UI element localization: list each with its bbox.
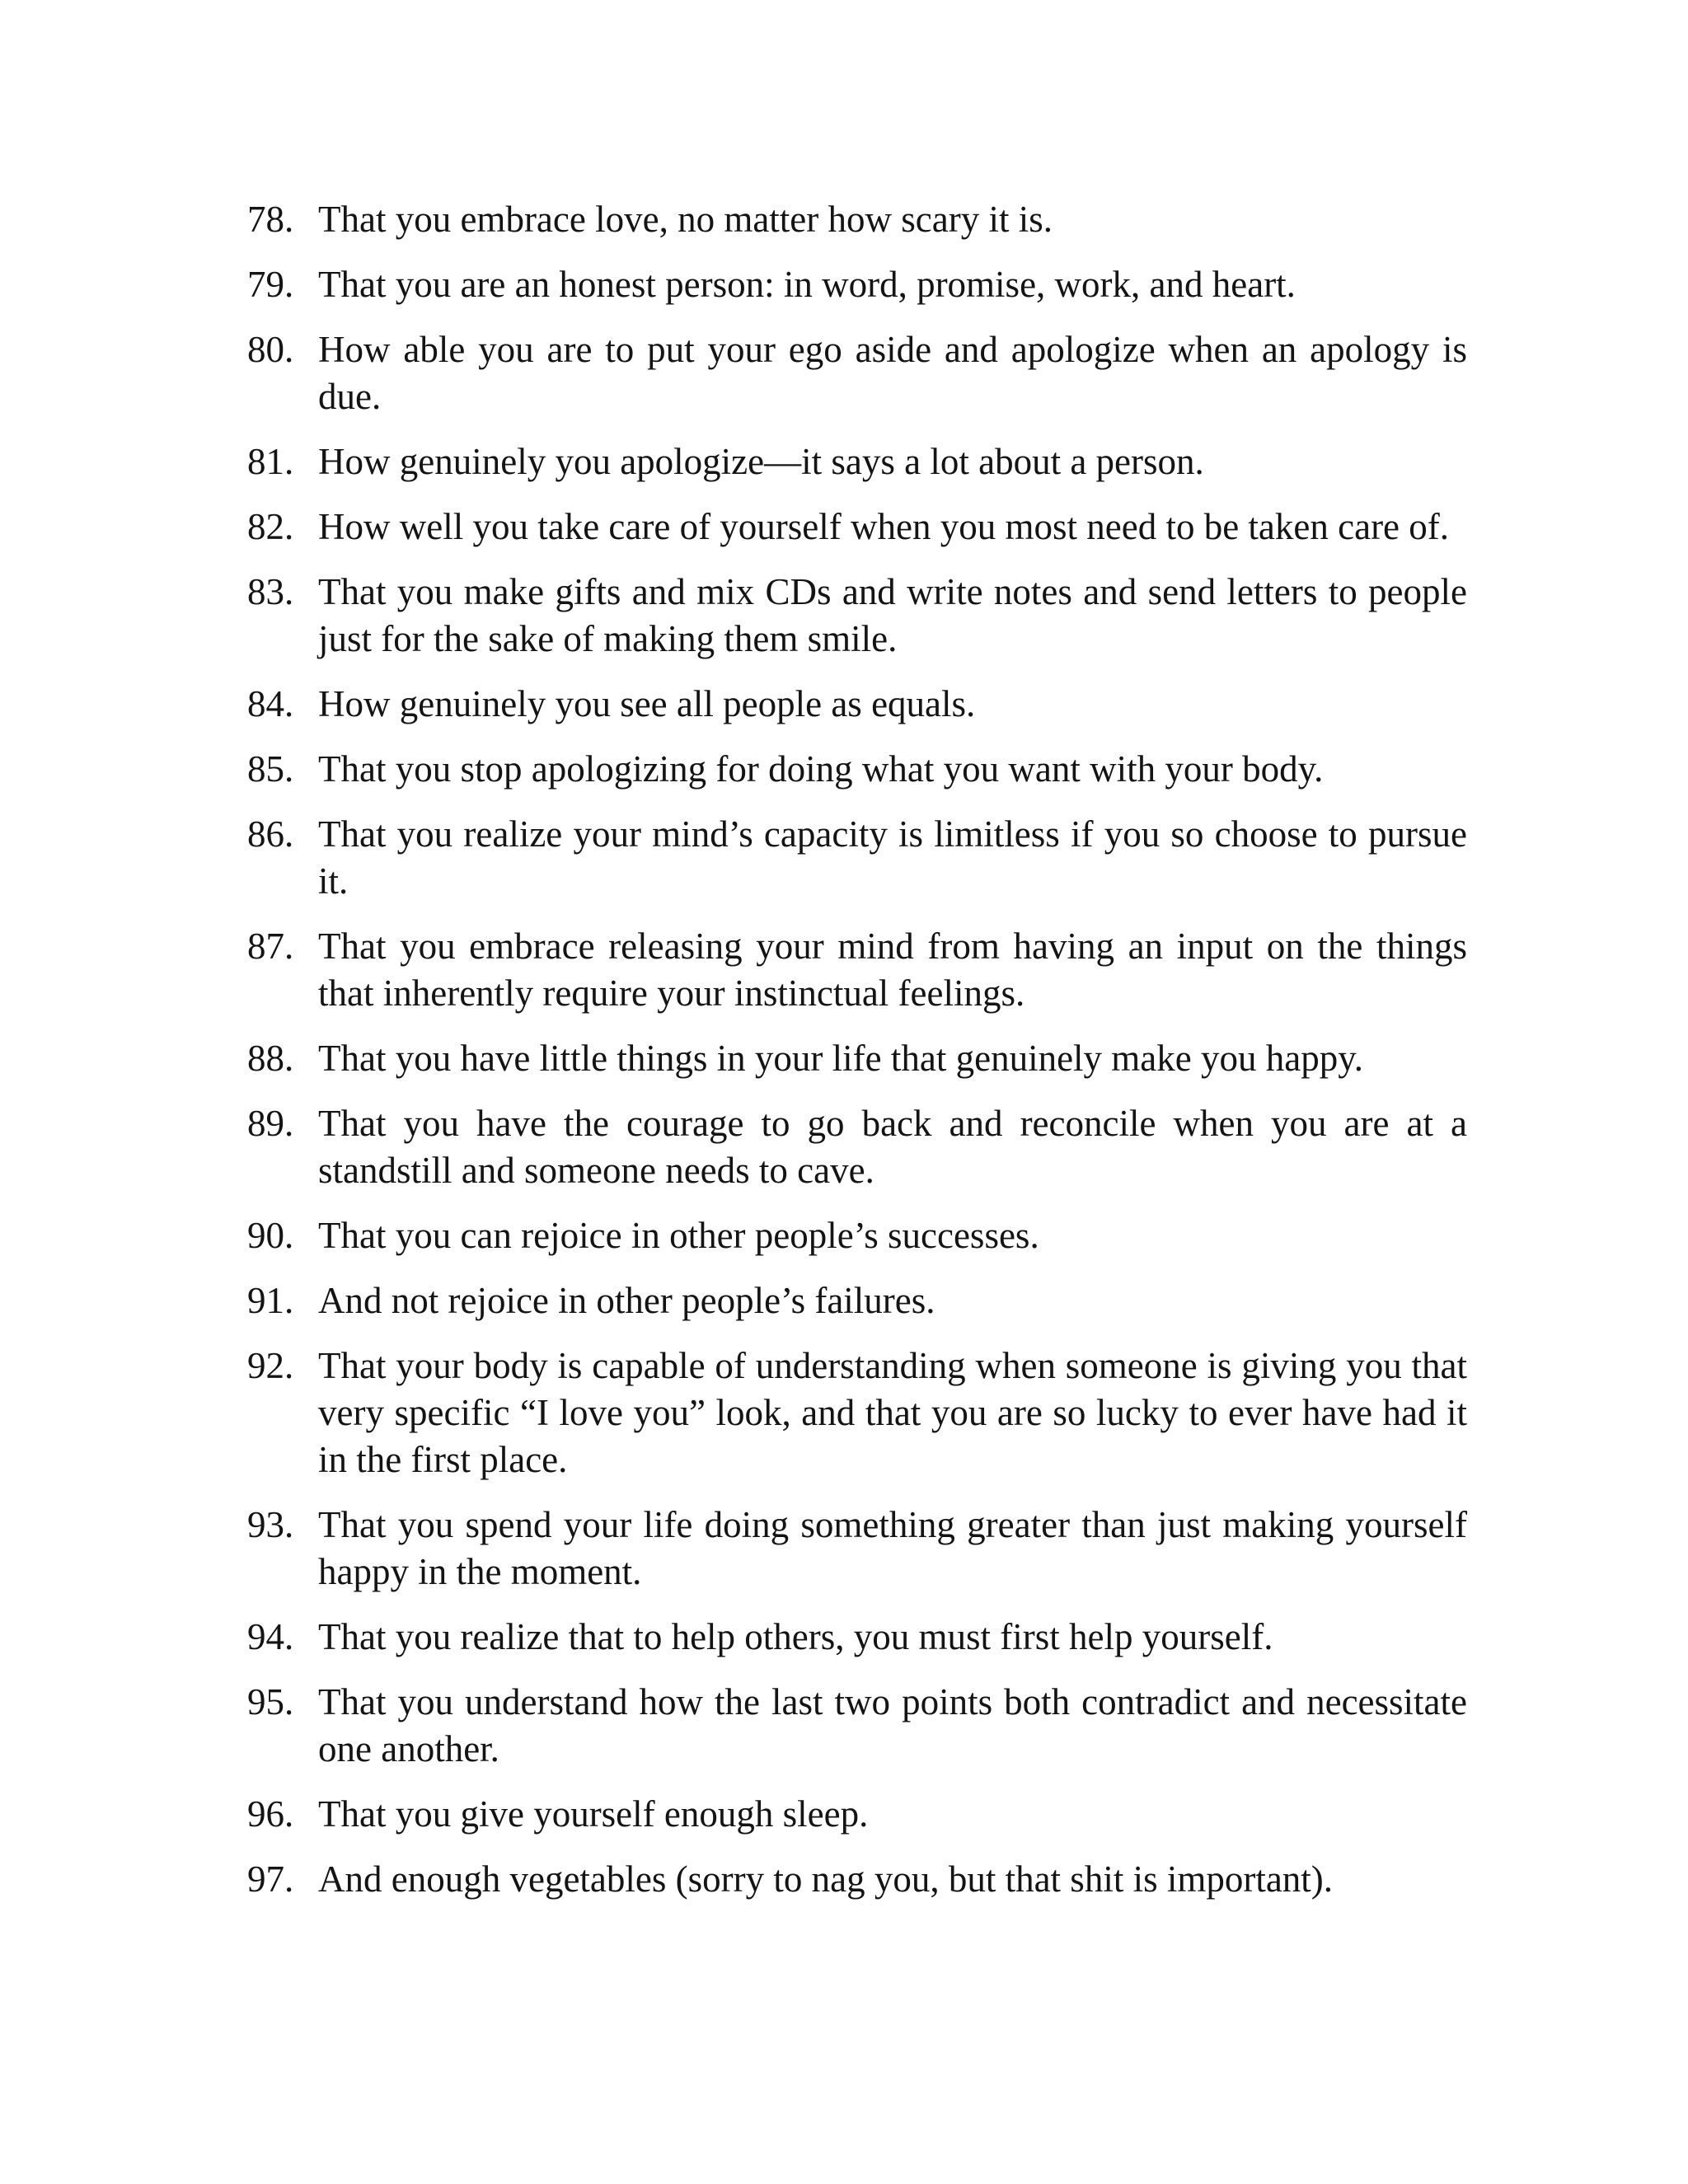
list-item [247,261,1467,308]
list-item [247,326,1467,420]
item-number: 83. [247,571,294,612]
item-number: 96. [247,1793,294,1835]
item-number: 81. [247,441,294,482]
item-text: That your body is capable of understanding when someone is giving you that very specific “I love you” look, and that you are so lucky to ever have had it in the first place. [318,1345,1467,1480]
list-item [247,923,1467,1017]
list-item [247,1212,1467,1259]
numbered-list [247,196,1467,1921]
item-number: 80. [247,329,294,370]
item-text: That you realize your mind’s capacity is limitless if you so choose to pursue it. [318,813,1467,902]
item-text: How genuinely you see all people as equals. [318,683,976,724]
list-item [247,811,1467,905]
item-number: 90. [247,1215,294,1256]
list-item [247,1856,1467,1903]
item-text: That you embrace releasing your mind from having an input on the things that inherently require your instinctual feelings. [318,926,1467,1014]
list-item [247,438,1467,485]
item-number: 88. [247,1038,294,1079]
item-text: How able you are to put your ego aside and apologize when an apology is due. [318,329,1467,417]
list-item [247,196,1467,243]
item-text: That you have little things in your life that genuinely make you happy. [318,1038,1364,1079]
item-number: 79. [247,264,294,305]
list-item [247,1035,1467,1082]
item-number: 86. [247,813,294,855]
item-number: 94. [247,1616,294,1657]
item-number: 78. [247,199,294,240]
list-item [247,1502,1467,1596]
item-number: 82. [247,506,294,547]
item-number: 92. [247,1345,294,1386]
item-number: 91. [247,1280,294,1321]
list-item [247,1277,1467,1324]
item-number: 85. [247,748,294,790]
item-text: That you are an honest person: in word, promise, work, and heart. [318,264,1296,305]
item-text: That you spend your life doing something greater than just making yourself happy in the moment. [318,1504,1467,1592]
list-item [247,569,1467,663]
list-item [247,504,1467,551]
item-number: 93. [247,1504,294,1545]
item-text: That you understand how the last two points both contradict and necessitate one another. [318,1681,1467,1769]
item-number: 95. [247,1681,294,1722]
list-item [247,1343,1467,1483]
item-text: That you realize that to help others, you must first help yourself. [318,1616,1273,1657]
item-text: That you give yourself enough sleep. [318,1793,869,1835]
item-text: That you stop apologizing for doing what you want with your body. [318,748,1324,790]
item-text: That you have the courage to go back and reconcile when you are at a standstill and someone needs to cave. [318,1103,1467,1191]
item-text: That you make gifts and mix CDs and write notes and send letters to people just for the sake of making them smile. [318,571,1467,659]
item-text: And not rejoice in other people’s failures. [318,1280,935,1321]
list-item [247,1679,1467,1773]
item-text: That you embrace love, no matter how scary it is. [318,199,1053,240]
item-number: 84. [247,683,294,724]
list-item [247,681,1467,728]
item-number: 89. [247,1103,294,1144]
list-item [247,1791,1467,1838]
item-text: And enough vegetables (sorry to nag you, but that shit is important). [318,1858,1334,1900]
list-item [247,746,1467,793]
item-number: 87. [247,926,294,967]
item-text: How well you take care of yourself when you most need to be taken care of. [318,506,1450,547]
item-text: How genuinely you apologize—it says a lot about a person. [318,441,1204,482]
list-item [247,1614,1467,1661]
list-item [247,1100,1467,1194]
item-number: 97. [247,1858,294,1900]
item-text: That you can rejoice in other people’s successes. [318,1215,1039,1256]
